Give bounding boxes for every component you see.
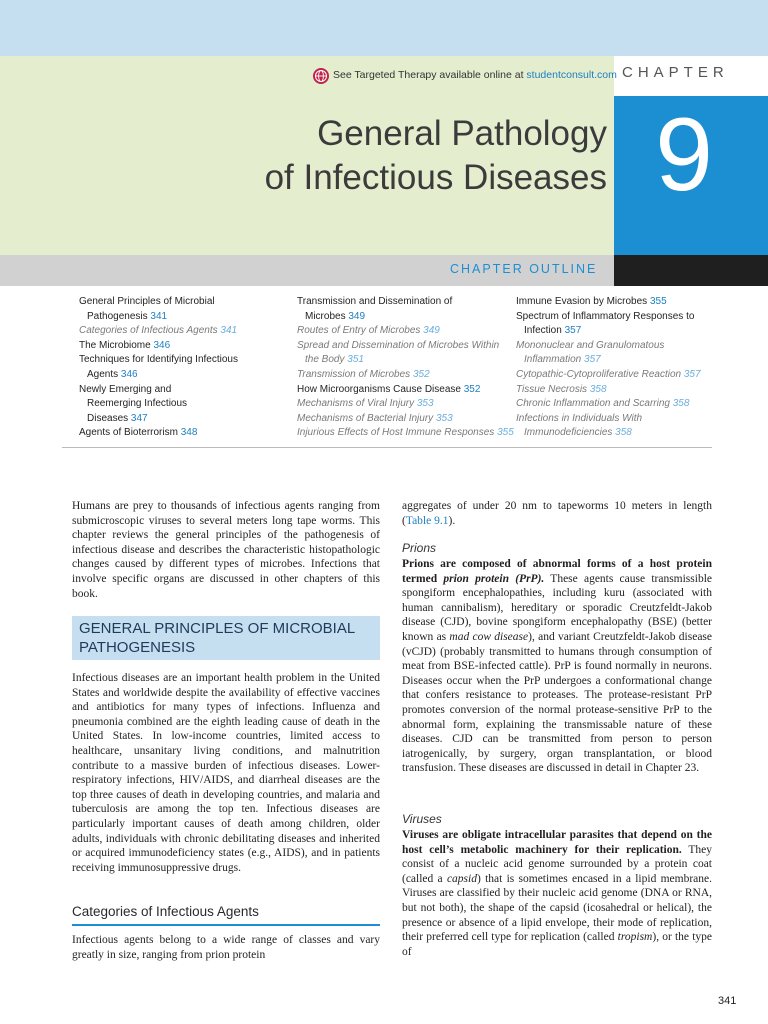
toc-entry-text: Pathogenesis [87,310,148,322]
toc-entry[interactable] [516,324,726,339]
toc-entry-text: Techniques for Identifying Infectious [79,354,238,366]
toc-entry-page: 358 [589,383,607,395]
categories-underline [72,924,380,926]
toc-entry[interactable] [516,397,726,412]
toc-entry[interactable] [79,397,289,412]
globe-icon [313,68,329,84]
toc-entry[interactable] [297,397,507,412]
toc-entry-page: 353 [416,398,434,410]
toc-entry-text: How Microorganisms Cause Disease [297,383,461,395]
table-9-1-link[interactable]: Table 9.1 [405,514,449,527]
toc-entry-text: Tissue Necrosis [516,383,588,395]
toc-entry-text: The Microbiome [79,339,151,351]
toc-entry-text: Mononuclear and Granulomatous [516,339,665,351]
toc-entry-text: Routes of Entry of Microbes [297,325,421,337]
chapter-number: 9 [655,97,713,213]
toc-entry[interactable] [297,412,507,427]
toc-entry[interactable] [297,310,507,325]
toc-column-2 [297,295,514,441]
toc-entry[interactable] [516,339,726,354]
prions-text-b: ), and variant Creutzfeldt-Jakob disease (vCJD) (probably transmitted to humans through consumption of meat from BSE-infected cattle). PrP is found normally in neurons. Diseases occur when the PrP undergoes a conformational change that confers resistance to proteases. The protease-resistant PrP promotes conversion of the normal protease-sensitive PrP to the abnormal form, explaining the transmissable nature of these diseases. CJD can be transmitted from person to person iatrogenically, by surgery, organ transplantation, or blood transfusion. These diseases are discussed in detail in Chapter 23. [402,630,712,775]
principles-paragraph: Infectious diseases are an important health problem in the United States and worldwide despite the availability of effective vaccines and antibiotics for many types of infections. Influenza and pneumonia combined are the eighth leading cause of death in the United States. In low-income countries, limited access to healthcare, unsanitary living conditions, and malnutrition contribute to a massive burden of infectious diseases. Lower-respiratory infections, HIV/AIDS, and diarrheal diseases are the top three causes of death in developing countries, and malaria and tuberculosis are among the top ten. Infectious diseases are particularly important causes of death among children, older adults, individuals with chronic debilitating diseases and inherited or acquired immunodeficiency states (e.g., AIDS), and in patients receiving immunosuppressive drugs. [72,672,380,874]
toc-entry-text: Mechanisms of Viral Injury [297,398,415,410]
categories-heading: Categories of Infectious Agents [72,904,259,919]
size-range-paragraph [402,499,712,528]
toc-entry[interactable] [79,368,289,383]
toc-entry-text: Cytopathic-Cytoproliferative Reaction [516,368,682,380]
toc-entry-text: Transmission of Microbes [297,368,411,380]
size-range-text-end: ). [448,514,456,527]
top-band [0,0,768,56]
toc-entry-page: 349 [423,325,440,337]
page-number: 341 [718,995,737,1007]
toc-entry[interactable] [297,353,507,368]
viruses-italic-capsid: capsid [446,872,477,885]
intro-paragraph: Humans are prey to thousands of infectious agents ranging from submicroscopic viruses to several meters long tape worms. This chapter reviews the general principles of the pathogenesis of infectious disease and describes the characteristic histopathologic changes caused by different types of microbes. Infections that involve specific organs are discussed in other chapters of this book. [72,500,380,600]
toc-entry-page: 358 [672,398,690,410]
viruses-heading: Viruses [402,812,442,826]
toc-entry-text: Injurious Effects of Host Immune Responses [297,427,495,439]
studentconsult-link[interactable]: studentconsult.com [526,69,617,81]
toc-entry-page: 357 [584,354,601,366]
viruses-text-c: ), or the type of [402,931,713,958]
toc-entry[interactable] [79,339,289,354]
toc-entry-text: the Body [305,354,345,366]
toc-entry[interactable] [516,412,726,427]
toc-entry[interactable] [79,324,289,339]
toc-entry[interactable] [297,383,507,398]
toc-entry-text: Agents of Bioterrorism [79,427,178,439]
prions-heading: Prions [402,541,437,555]
viruses-text-a: They consist of a nucleic acid genome surrounded by a protein coat (called a [402,843,712,885]
toc-entry[interactable] [516,368,726,383]
online-resource-note [333,69,617,81]
toc-entry-text: Infection [524,325,562,337]
toc-entry-text: Microbes [305,310,346,322]
toc-entry[interactable] [516,295,726,310]
toc-entry-text: Newly Emerging and [79,383,172,395]
toc-entry-page: 349 [348,310,366,322]
toc-entry[interactable] [79,383,289,398]
toc-entry[interactable] [297,368,507,383]
toc-entry[interactable] [516,353,726,368]
toc-entry[interactable] [79,295,289,310]
toc-entry[interactable] [297,295,507,310]
toc-entry-text: Mechanisms of Bacterial Injury [297,412,434,424]
toc-entry-page: 341 [220,325,238,337]
toc-entry-text: Chronic Inflammation and Scarring [516,398,670,410]
toc-entry[interactable] [297,339,507,354]
prions-bold: Prions are composed of abnormal forms of a host protein termed [402,558,712,585]
toc-entry-text: Spectrum of Inflammatory Responses to [516,310,695,322]
toc-entry-text: Immune Evasion by Microbes [516,296,648,307]
toc-entry-text: Infections in Individuals With [516,412,643,424]
toc-entry-page: 358 [615,427,632,439]
toc-entry-text: Agents [87,368,119,380]
toc-entry-text: Reemerging Infectious [87,398,188,410]
categories-paragraph: Infectious agents belong to a wide range of classes and vary greatly in size, ranging from prion protein [72,934,380,961]
toc-entry[interactable] [516,383,726,398]
outline-bar-dark [614,255,768,286]
prions-paragraph [402,557,712,776]
toc-entry[interactable] [79,353,289,368]
toc-entry-text: Inflammation [524,354,582,366]
toc-entry-page: 348 [180,427,198,439]
toc-entry-page: 346 [120,368,138,380]
toc-entry-page: 353 [435,412,453,424]
toc-entry-page: 346 [153,339,171,351]
toc-column-1 [79,295,289,441]
prions-bold-italic: prion protein (PrP). [443,572,545,585]
viruses-bold: Viruses are obligate intracellular parasites that depend on the host cell’s metabolic machinery for their replication. [402,829,712,856]
toc-entry-page: 352 [463,383,481,395]
toc-entry-text: General Principles of Microbial [79,296,215,307]
online-prefix: See Targeted Therapy available online at [333,69,524,81]
toc-entry-page: 341 [150,310,168,322]
outline-divider [62,447,712,448]
toc-entry[interactable] [79,426,289,441]
toc-entry-page: 355 [497,427,514,439]
toc-column-3 [516,295,726,441]
toc-entry-text: Spread and Dissemination of Microbes Within [297,339,500,351]
toc-entry[interactable] [79,412,289,427]
viruses-paragraph [402,828,712,959]
toc-entry[interactable] [516,426,726,441]
toc-entry[interactable] [297,324,507,339]
toc-entry-page: 357 [683,368,701,380]
chapter-title-line2: of Infectious Diseases [264,158,607,197]
prions-text-a: These agents cause transmissible spongiform encephalopathies, including kuru (associated with human cannibalism), hereditary or sporadic Creutzfeldt-Jakob disease (CJD), bovine spongiform encephalopathy (BSE) (better known as [402,572,713,643]
toc-entry-text: Transmission and Dissemination of [297,296,453,307]
toc-entry[interactable] [79,310,289,325]
prions-italic: mad cow disease [449,630,529,643]
section-heading: GENERAL PRINCIPLES OF MICROBIAL PATHOGENESIS [79,620,355,656]
toc-entry[interactable] [297,426,514,441]
chapter-title [180,112,607,200]
toc-entry[interactable] [516,310,726,325]
toc-entry-page: 347 [130,412,148,424]
toc-entry-page: 351 [347,354,364,366]
viruses-italic-tropism: tropism [617,931,653,944]
toc-entry-text: Immunodeficiencies [524,427,613,439]
toc-entry-text: Categories of Infectious Agents [79,325,218,337]
toc-entry-page: 355 [649,296,667,307]
toc-entry-page: 357 [564,325,582,337]
chapter-title-line1: General Pathology [317,114,607,153]
toc-entry-page: 352 [412,368,430,380]
chapter-label: CHAPTER [622,64,729,81]
outline-label: CHAPTER OUTLINE [450,262,598,276]
size-range-text: aggregates of under 20 nm to tapeworms 10 meters in length ( [402,500,712,527]
toc-entry-text: Diseases [87,412,129,424]
viruses-text-b: ) that is sometimes encased in a lipid membrane. Viruses are classified by their nucleic acid genome (DNA or RNA, but not both), the shape of the capsid (icosahedral or helical), the presence or absence of a lipid envelope, their mode of replication, their preferred cell type for replication (called [402,872,712,944]
